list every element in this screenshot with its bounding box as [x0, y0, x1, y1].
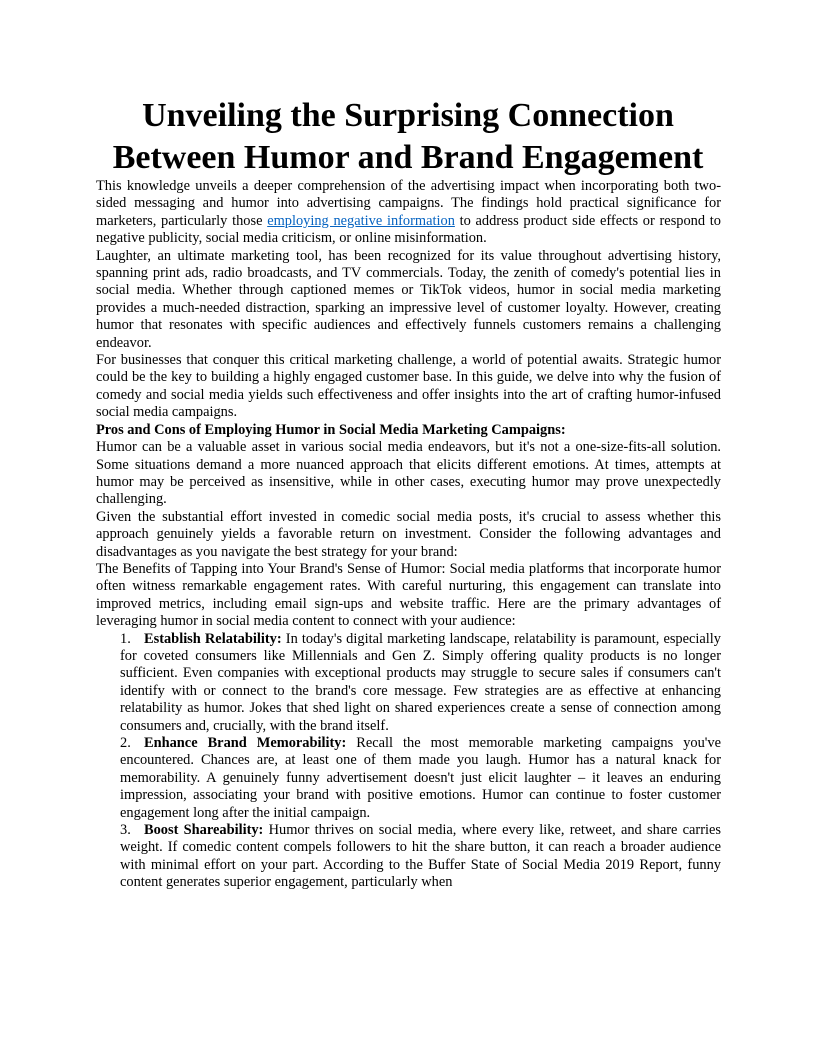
list-item-text: In today's digital marketing landscape, relatability is paramount, especially for coveted consumers like Millennials and Gen Z. Simply offering quality products is no longer sufficient. Even companies with exceptional products may struggle to secure sales if consumers can't identify with or connect to the brand's core message. Few strategies are as effective at enhancing relatability as humor. Jokes that shed light on shared experiences create a sense of connection among consumers and, crucially, with the brand itself. — [120, 630, 721, 734]
list-item-text: Recall the most memorable marketing campaigns you've encountered. Chances are, at least one of them made you laugh. Humor has a natural knack for memorability. A genuinely funny advertisement doesn't just elicit laughter – it leaves an enduring impression, associating your brand with positive emotions. Humor can continue to foster customer engagement long after the initial campaign. — [120, 735, 721, 821]
intro-paragraph — [96, 178, 721, 248]
document-body — [96, 178, 721, 892]
paragraph: The Benefits of Tapping into Your Brand's Sense of Humor: Social media platforms that incorporate humor often witness remarkable engagement rates. With careful nurturing, this engagement can translate into improved metrics, including email sign-ups and website traffic. Here are the primary advantages of leveraging humor in social media content to connect with your audience: — [96, 560, 721, 630]
list-item-text: Humor thrives on social media, where every like, retweet, and share carries weight. If comedic content compels followers to hit the share button, it can reach a broader audience with minimal effort on your part. According to the Buffer State of Social Media 2019 Report, funny content generates superior engagement, particularly when — [120, 822, 722, 891]
list-item-title: Enhance Brand Memorability: — [144, 735, 347, 751]
list-number: 3. — [120, 822, 131, 839]
section-heading: Pros and Cons of Employing Humor in Social Media Marketing Campaigns: — [96, 421, 566, 438]
paragraph: Humor can be a valuable asset in various social media endeavors, but it's not a one-size-fits-all solution. Some situations demand a more nuanced approach that elicits different emotions. At times, attempts at humor may be perceived as insensitive, while in other cases, executing humor may prove unexpectedly challenging. — [96, 439, 721, 508]
negative-information-link[interactable]: employing negative information — [267, 212, 455, 229]
list-item — [120, 631, 721, 735]
intro-text-before-link: This knowledge unveils a deeper comprehension of the advertising impact when incorporating both two-sided messaging and humor into advertising campaigns. The findings hold practical significance for marketers, particularly those — [96, 178, 721, 229]
list-item — [120, 735, 721, 822]
list-item — [120, 822, 721, 892]
paragraph: For businesses that conquer this critical marketing challenge, a world of potential awaits. Strategic humor could be the key to building a highly engaged customer base. In this guide, we delve into why the fusion of comedy and social media yields such effectiveness and offer insights into the art of crafting humor-infused social media campaigns. — [96, 352, 721, 421]
paragraph: Given the substantial effort invested in comedic social media posts, it's crucial to assess whether this approach genuinely yields a favorable return on investment. Consider the following advantages and disadvantages as you navigate the best strategy for your brand: — [96, 508, 721, 560]
list-item-title: Boost Shareability: — [144, 822, 264, 839]
paragraph: Laughter, an ultimate marketing tool, has been recognized for its value throughout advertising history, spanning print ads, radio broadcasts, and TV commercials. Today, the zenith of comedy's potential lies in social media. Whether through captioned memes or TikTok videos, humor in social media marketing provides a much-needed distraction, sparking an impressive level of customer loyalty. However, creating humor that resonates with specific audiences and effectively funnels customers remains a challenging endeavor. — [96, 247, 721, 351]
benefits-list — [96, 631, 721, 892]
intro-text-after-link: to address product side effects or respond to negative publicity, social media criticism, or online misinformation. — [96, 212, 721, 247]
list-item-title: Establish Relatability: — [144, 630, 282, 647]
page-title: Unveiling the Surprising Connection Between Humor and Brand Engagement — [112, 97, 704, 176]
list-number: 2. — [120, 735, 131, 751]
list-number: 1. — [120, 630, 131, 647]
